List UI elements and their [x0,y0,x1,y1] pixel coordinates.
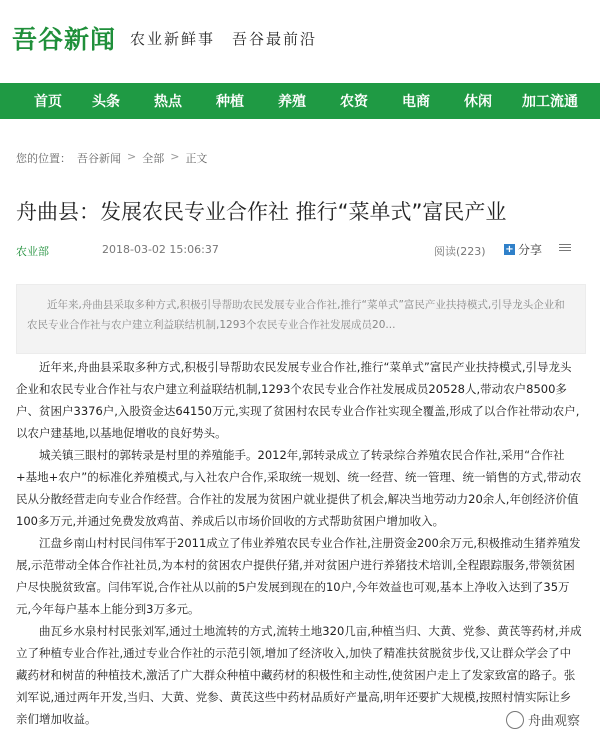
nav-item-breeding[interactable]: 养殖 [278,94,306,110]
share-button[interactable] [504,241,542,258]
breadcrumb-item-all[interactable]: 全部 [142,152,165,165]
nav-item-planting[interactable]: 种植 [216,94,244,110]
article-body [16,356,582,730]
article-title: 舟曲县：发展农民专业合作社 推行“菜单式”富民产业 [16,200,507,224]
wechat-icon [506,711,524,729]
nav-item-leisure[interactable]: 休闲 [464,94,492,110]
share-label: 分享 [518,243,543,257]
nav-item-headlines[interactable]: 头条 [92,94,120,110]
share-icon: + [505,244,514,255]
breadcrumb-separator: > [127,150,137,163]
watermark [506,710,580,729]
article-summary: 近年来,舟曲县采取多种方式,积极引导帮助农民发展专业合作社,推行“菜单式”富民产业扶持模式,引导龙头企业和农民专业合作社与农户建立利益联结机制,1293个农民专业合作社发展成员20... [16,284,586,354]
nav-item-ecommerce[interactable]: 电商 [402,94,430,110]
nav-item-processing[interactable]: 加工流通 [522,94,578,110]
site-header [0,0,600,76]
article-paragraph: 曲瓦乡水泉村村民张刘军,通过土地流转的方式,流转土地320几亩,种植当归、大黄、党参、黄芪等药材,并成立了种植专业合作社,通过专业合作社的示范引领,增加了经济收入,加快了精准扶贫脱贫步伐,又让群众学会了中藏药材和树苗的种植技术,激活了广大群众种植中藏药材的积极性和主动性,使贫困户走上了发家致富的路子。张刘军说,通过两年开发,当归、大黄、党参、黄芪这些中药材品质好产量高,明年还要扩大规模,按照村情实际让乡亲们增加收益。 [16,624,582,726]
article-category[interactable]: 农业部 [16,245,49,258]
nav-item-home[interactable]: 首页 [34,94,62,110]
site-logo[interactable]: 吾谷新闻 [12,25,117,54]
breadcrumb [16,150,207,166]
site-slogan: 农业新鲜事 吾谷最前沿 [130,30,318,48]
more-icon[interactable] [559,244,571,254]
breadcrumb-item-current: 正文 [185,152,208,165]
watermark-text: 舟曲观察 [527,714,580,729]
article-datetime: 2018-03-02 15:06:37 [102,243,219,256]
nav-item-agri-supplies[interactable]: 农资 [340,94,368,110]
article-paragraph: 近年来,舟曲县采取多种方式,积极引导帮助农民发展专业合作社,推行“菜单式”富民产业扶持模式,引导龙头企业和农民专业合作社与农户建立利益联结机制,1293个农民专业合作社发展成员20528人,带动农户8500多户、贫困户3376户,入股资金达64150万元,实现了贫困村农民专业合作社实现全覆盖,形成了以合作社带动农户,以农户建基地,以基地促增收的良好势头。 [16,360,580,440]
breadcrumb-separator: > [170,150,180,163]
article-paragraph: 江盘乡南山村村民闫伟军于2011成立了伟业养殖农民专业合作社,注册资金200余万元,积极推动生猪养殖发展,示范带动全体合作社社员,为本村的贫困农户提供仔猪,并对贫困户进行养猪技术培训,全程跟踪服务,带领贫困户尽快脱贫致富。闫伟军说,合作社从以前的5户发展到现在的10户,今年效益也可观,基本上净收入达到了35万元,今年每户基本上能分到3万多元。 [16,536,581,616]
article-read-count: 阅读(223) [434,245,486,258]
breadcrumb-prefix: 您的位置： [16,152,71,165]
breadcrumb-item-home[interactable]: 吾谷新闻 [77,152,121,165]
article-paragraph: 城关镇三眼村的郭转录是村里的养殖能手。2012年,郭转录成立了转录综合养殖农民合作社,采用“合作社+基地+农户”的标准化养殖模式,与入社农户合作,采取统一规划、统一经营、统一管理、统一销售的方式,带动农民从分散经营走向专业合作经营。合作社的发展为贫困户就业提供了机会,解决当地劳动力20余人,年创经济价值100多万元,并通过免费发放鸡苗、养成后以市场价回收的方式帮助贫困户增加收入。 [16,448,582,528]
main-nav [0,83,600,119]
nav-item-hot[interactable]: 热点 [154,94,182,110]
